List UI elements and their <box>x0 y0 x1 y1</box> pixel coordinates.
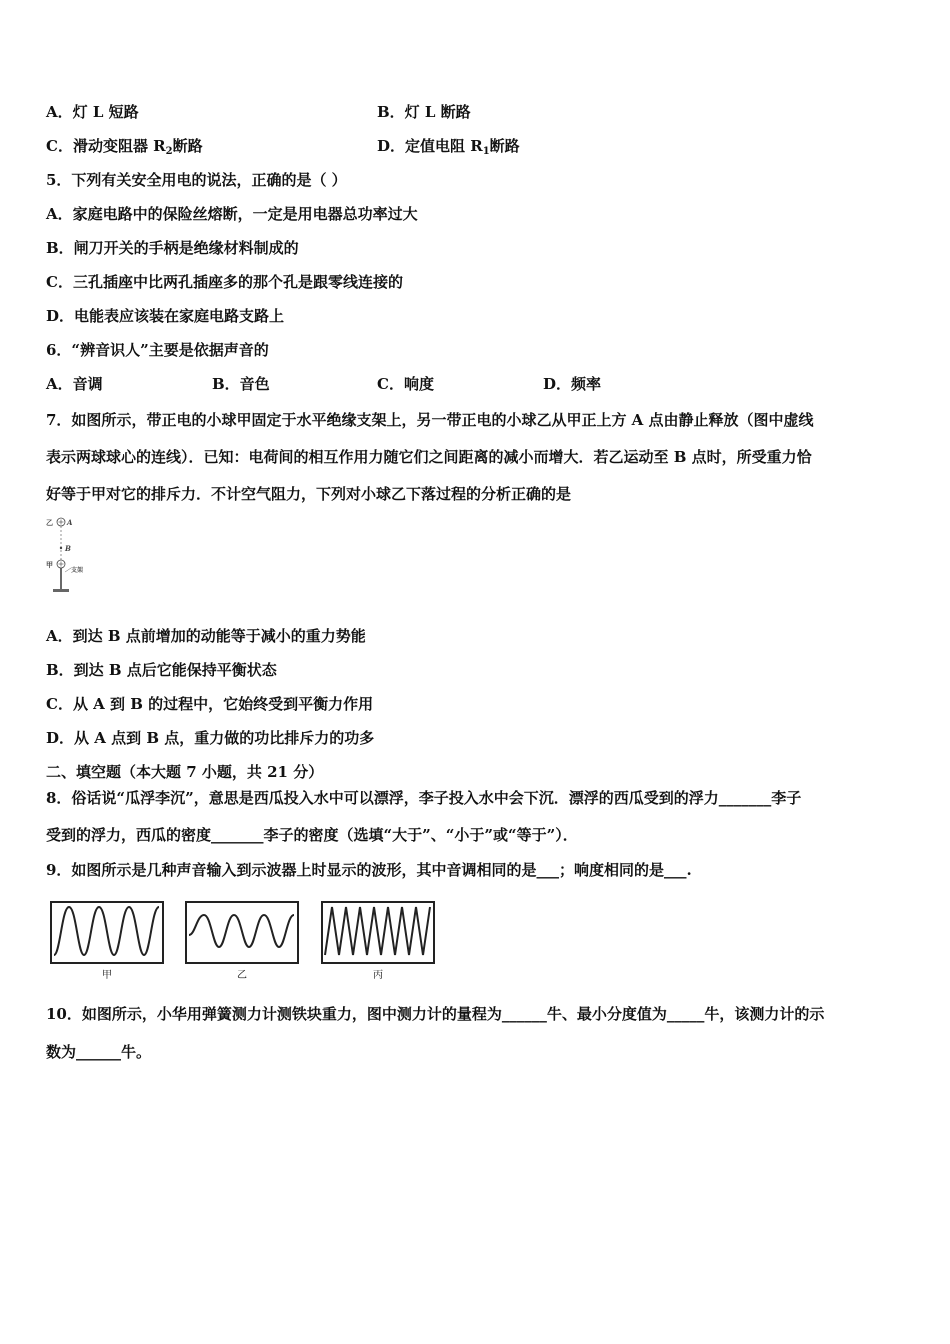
q10-stem-line2: 数为______牛。 <box>46 1043 152 1061</box>
q5-option-a: A．家庭电路中的保险丝熔断，一定是用电器总功率过大 <box>46 205 418 223</box>
q7-figure-charged-balls <box>44 512 104 594</box>
q9-waveform-jia <box>50 901 164 964</box>
q9-label-yi: 乙 <box>237 970 247 981</box>
q6-option-a: A．音调 <box>46 375 103 393</box>
q7-fig-label-a: A <box>67 518 73 527</box>
q4-option-a: A．灯 L 短路 <box>46 103 139 121</box>
q7-stem-line1: 7．如图所示，带正电的小球甲固定于水平绝缘支架上，另一带正电的小球乙从甲正上方 A 点由静止释放（图中虚线 <box>46 411 814 429</box>
q6-option-c: C．响度 <box>377 375 434 393</box>
q9-waveform-bing <box>321 901 435 964</box>
q5-stem: 5．下列有关安全用电的说法，正确的是（ ） <box>46 171 347 189</box>
q7-stem-line3: 好等于甲对它的排斥力．不计空气阻力，下列对小球乙下落过程的分析正确的是 <box>46 485 572 503</box>
q4-option-c <box>46 136 203 162</box>
q6-option-d: D．频率 <box>543 375 602 393</box>
q9-stem: 9．如图所示是几种声音输入到示波器上时显示的波形，其中音调相同的是___；响度相同的是___. <box>46 861 692 879</box>
q9-label-jia: 甲 <box>102 970 112 981</box>
q9-label-bing: 丙 <box>373 970 383 981</box>
stand-base <box>53 589 69 592</box>
q7-fig-label-yi: 乙 <box>46 519 53 527</box>
q7-option-d: D．从 A 点到 B 点，重力做的功比排斥力的功多 <box>46 729 375 747</box>
q9-waveform-yi <box>185 901 299 964</box>
q4-option-d <box>377 136 520 162</box>
q6-option-b: B．音色 <box>212 375 270 393</box>
q7-fig-label-jia: 甲 <box>46 561 53 569</box>
q4-option-d-text: D．定值电阻 R <box>377 137 483 155</box>
q7-fig-label-stand: 支架 <box>71 567 84 574</box>
q8-stem-line2: 受到的浮力，西瓜的密度_______李子的密度（选填“大于”、“小于”或“等于”）． <box>46 826 578 844</box>
q7-option-b: B．到达 B 点后它能保持平衡状态 <box>46 661 277 679</box>
q6-stem: 6．“辨音识人”主要是依据声音的 <box>46 341 269 359</box>
q7-option-c: C．从 A 到 B 的过程中，它始终受到平衡力作用 <box>46 695 374 713</box>
section-title-fill-in: 二、填空题（本大题 7 小题，共 21 分） <box>46 763 324 781</box>
q4-option-d-subscript: 1 <box>482 146 490 157</box>
q5-option-d: D．电能表应该装在家庭电路支路上 <box>46 307 285 325</box>
q5-option-b: B．闸刀开关的手柄是绝缘材料制成的 <box>46 239 299 257</box>
q5-option-c: C．三孔插座中比两孔插座多的那个孔是跟零线连接的 <box>46 273 403 291</box>
q4-option-c-text: C．滑动变阻器 R <box>46 137 166 155</box>
q10-stem-line1: 10．如图所示，小华用弹簧测力计测铁块重力，图中测力计的量程为______牛、最小分度值为_____牛，该测力计的示 <box>46 1005 825 1023</box>
q7-fig-label-b: B <box>65 544 71 553</box>
q4-option-c-subscript: 2 <box>165 146 173 157</box>
q7-option-a: A．到达 B 点前增加的动能等于减小的重力势能 <box>46 627 366 645</box>
point-b <box>60 547 62 549</box>
q4-option-c-tail: 断路 <box>172 137 203 155</box>
q4-option-d-tail: 断路 <box>489 137 520 155</box>
q8-stem-line1: 8．俗话说“瓜浮李沉”，意思是西瓜投入水中可以漂浮，李子投入水中会下沉．漂浮的西瓜受到的浮力_______李子 <box>46 789 802 807</box>
q7-stem-line2: 表示两球球心的连线）．已知：电荷间的相互作用力随它们之间距离的减小而增大．若乙运动至 B 点时，所受重力恰 <box>46 448 812 466</box>
q4-option-b: B．灯 L 断路 <box>377 103 471 121</box>
